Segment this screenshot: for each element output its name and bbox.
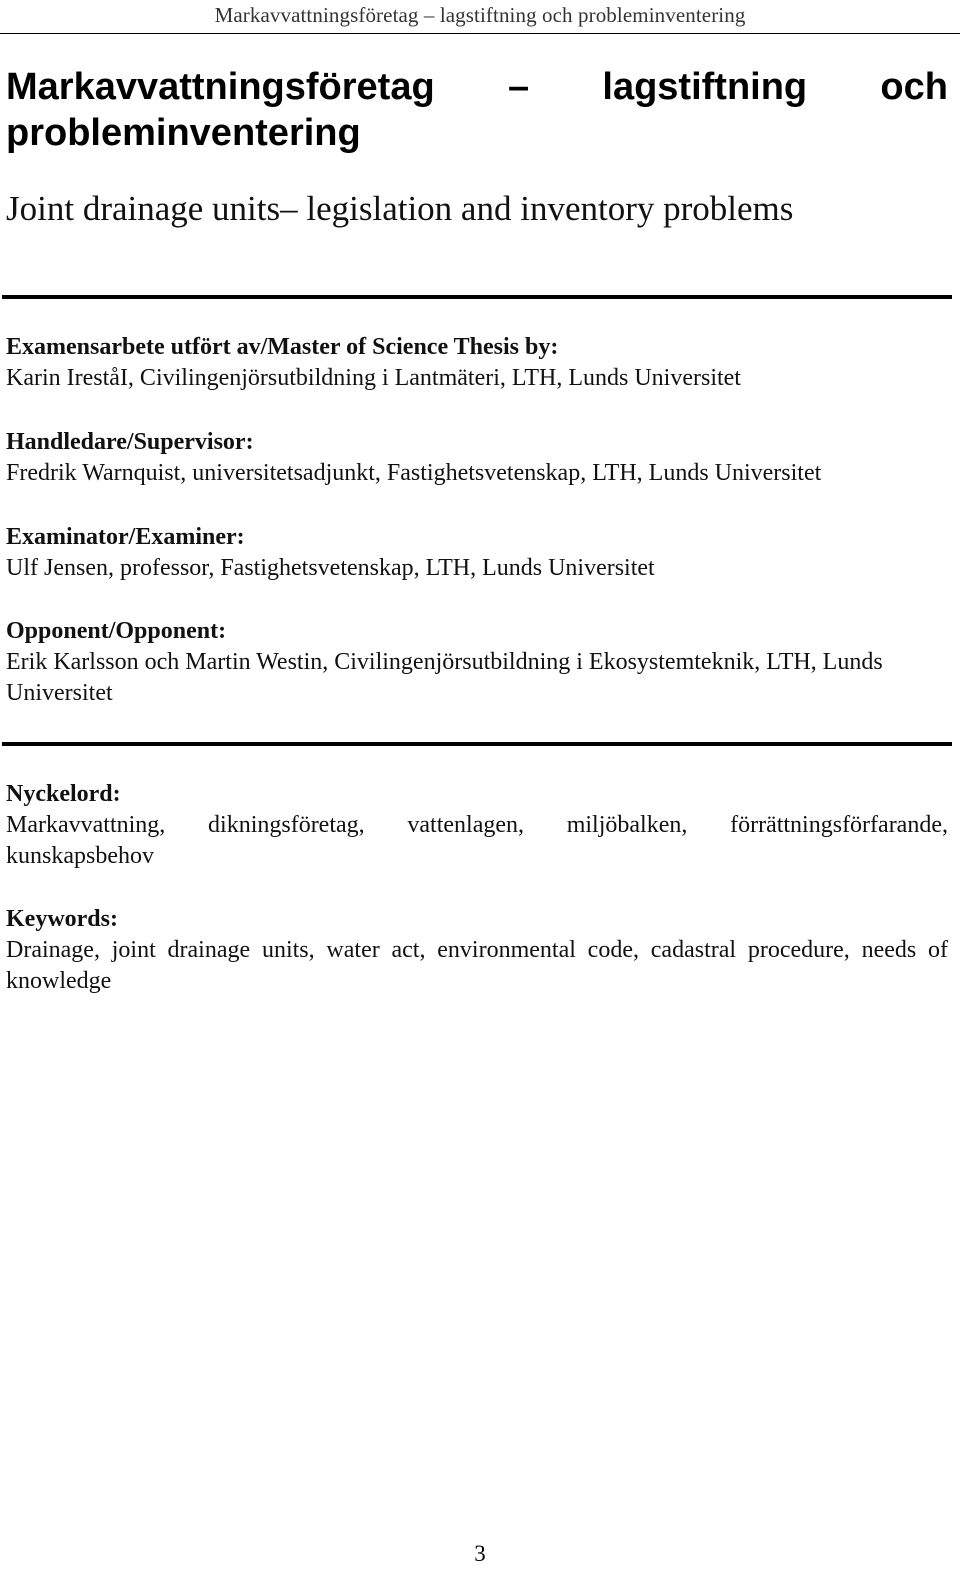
opponent-value: Erik Karlsson och Martin Westin, Civilingenjörsutbildning i Ekosystemteknik, LTH, Lunds Universitet	[6, 649, 883, 706]
keywords-label: Keywords:	[6, 906, 118, 932]
keywords-value: Drainage, joint drainage units, water act, environmental code, cadastral procedure, needs of knowledge	[6, 937, 948, 994]
running-header: Markavvattningsföretag – lagstiftning och probleminventering	[0, 0, 960, 34]
nyckelord-value: Markavvattning, dikningsföretag, vattenlagen, miljöbalken, förrättningsförfarande, kunskapsbehov	[6, 812, 948, 869]
document-title: Markavvattningsföretag – lagstiftning och probleminventering	[6, 66, 948, 154]
examiner-label: Examinator/Examiner:	[6, 524, 245, 550]
nyckelord-label: Nyckelord:	[6, 781, 121, 807]
author-label: Examensarbete utfört av/Master of Science Thesis by:	[6, 334, 559, 360]
divider-top	[2, 295, 952, 299]
supervisor-label: Handledare/Supervisor:	[6, 429, 254, 455]
examiner-value: Ulf Jensen, professor, Fastighetsvetenskap, LTH, Lunds Universitet	[6, 555, 655, 581]
author-value: Karin IreståI, Civilingenjörsutbildning i Lantmäteri, LTH, Lunds Universitet	[6, 365, 741, 391]
divider-middle	[2, 742, 952, 746]
document-subtitle: Joint drainage units– legislation and inventory problems	[6, 189, 794, 228]
page-number: 3	[474, 1541, 486, 1566]
opponent-label: Opponent/Opponent:	[6, 618, 227, 644]
supervisor-value: Fredrik Warnquist, universitetsadjunkt, Fastighetsvetenskap, LTH, Lunds Universitet	[6, 460, 822, 486]
